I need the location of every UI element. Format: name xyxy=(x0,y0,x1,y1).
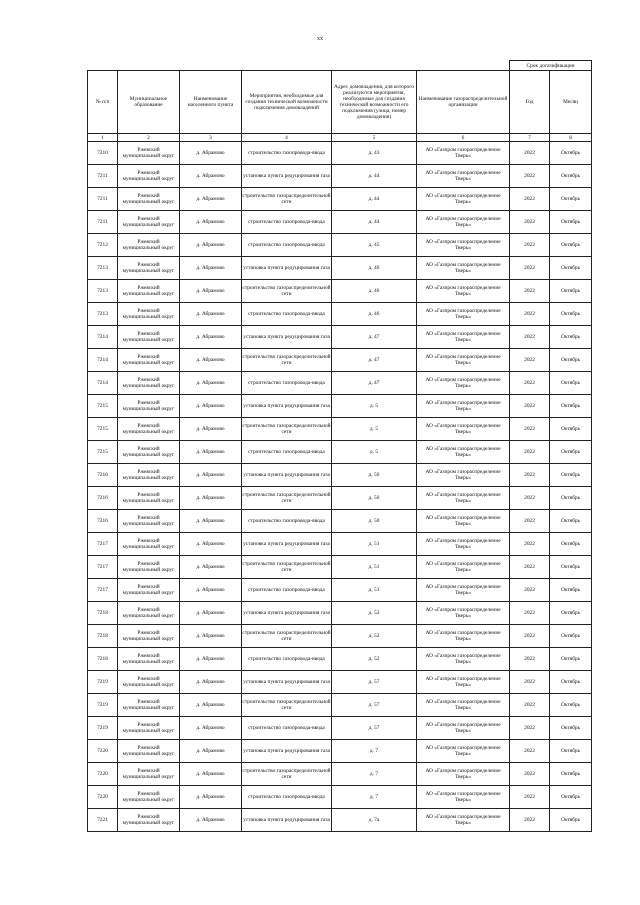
cell-measure: строительство газопровода-ввода xyxy=(242,372,332,395)
cell-month: Октябрь xyxy=(550,188,592,211)
cell-organization: АО «Газпром газораспределение Тверь» xyxy=(417,349,510,372)
cell-month: Октябрь xyxy=(550,326,592,349)
cell-measure: строительство газораспределительной сети xyxy=(242,188,332,211)
cell-measure: установка пункта редуцирования газа xyxy=(242,326,332,349)
cell-organization: АО «Газпром газораспределение Тверь» xyxy=(417,142,510,165)
cell-organization: АО «Газпром газораспределение Тверь» xyxy=(417,763,510,786)
cell-settlement: д. Абрамово xyxy=(180,533,242,556)
cell-measure: установка пункта редуцирования газа xyxy=(242,165,332,188)
cell-number: 7218 xyxy=(88,648,118,671)
cell-month: Октябрь xyxy=(550,349,592,372)
cell-municipality: Ржевский муниципальный округ xyxy=(118,349,180,372)
cell-month: Октябрь xyxy=(550,280,592,303)
cell-number: 7213 xyxy=(88,280,118,303)
cell-measure: установка пункта редуцирования газа xyxy=(242,602,332,625)
cell-address: д. 57 xyxy=(332,671,417,694)
cell-number: 7217 xyxy=(88,579,118,602)
cell-measure: установка пункта редуцирования газа xyxy=(242,671,332,694)
cell-month: Октябрь xyxy=(550,648,592,671)
column-number: 4 xyxy=(242,134,332,142)
cell-month: Октябрь xyxy=(550,625,592,648)
cell-address: д. 52 xyxy=(332,602,417,625)
cell-address: д. 43 xyxy=(332,142,417,165)
cell-month: Октябрь xyxy=(550,694,592,717)
cell-address: д. 52 xyxy=(332,648,417,671)
cell-number: 7214 xyxy=(88,349,118,372)
cell-municipality: Ржевский муниципальный округ xyxy=(118,533,180,556)
cell-year: 2022 xyxy=(510,694,550,717)
cell-month: Октябрь xyxy=(550,510,592,533)
cell-month: Октябрь xyxy=(550,418,592,441)
cell-year: 2022 xyxy=(510,579,550,602)
table-row xyxy=(88,694,592,717)
cell-measure: строительство газопровода-ввода xyxy=(242,303,332,326)
cell-month: Октябрь xyxy=(550,441,592,464)
cell-month: Октябрь xyxy=(550,671,592,694)
cell-organization: АО «Газпром газораспределение Тверь» xyxy=(417,441,510,464)
cell-month: Октябрь xyxy=(550,602,592,625)
cell-year: 2022 xyxy=(510,211,550,234)
cell-municipality: Ржевский муниципальный округ xyxy=(118,786,180,809)
cell-settlement: д. Абрамово xyxy=(180,763,242,786)
table-row xyxy=(88,763,592,786)
cell-settlement: д. Абрамово xyxy=(180,142,242,165)
cell-address: д. 47 xyxy=(332,326,417,349)
cell-address: д. 45 xyxy=(332,234,417,257)
cell-address: д. 44 xyxy=(332,211,417,234)
table-row xyxy=(88,533,592,556)
cell-month: Октябрь xyxy=(550,234,592,257)
cell-organization: АО «Газпром газораспределение Тверь» xyxy=(417,211,510,234)
cell-year: 2022 xyxy=(510,303,550,326)
cell-organization: АО «Газпром газораспределение Тверь» xyxy=(417,533,510,556)
cell-municipality: Ржевский муниципальный округ xyxy=(118,165,180,188)
cell-year: 2022 xyxy=(510,786,550,809)
cell-number: 7211 xyxy=(88,165,118,188)
cell-organization: АО «Газпром газораспределение Тверь» xyxy=(417,671,510,694)
cell-settlement: д. Абрамово xyxy=(180,648,242,671)
cell-organization: АО «Газпром газораспределение Тверь» xyxy=(417,740,510,763)
cell-organization: АО «Газпром газораспределение Тверь» xyxy=(417,395,510,418)
cell-month: Октябрь xyxy=(550,763,592,786)
column-number: 7 xyxy=(510,134,550,142)
cell-number: 7220 xyxy=(88,763,118,786)
cell-year: 2022 xyxy=(510,142,550,165)
cell-settlement: д. Абрамово xyxy=(180,740,242,763)
cell-year: 2022 xyxy=(510,809,550,832)
cell-organization: АО «Газпром газораспределение Тверь» xyxy=(417,648,510,671)
cell-settlement: д. Абрамово xyxy=(180,717,242,740)
cell-settlement: д. Абрамово xyxy=(180,786,242,809)
cell-address: д. 57 xyxy=(332,717,417,740)
cell-measure: строительство газораспределительной сети xyxy=(242,349,332,372)
cell-organization: АО «Газпром газораспределение Тверь» xyxy=(417,372,510,395)
cell-number: 7211 xyxy=(88,188,118,211)
cell-measure: строительство газораспределительной сети xyxy=(242,625,332,648)
cell-municipality: Ржевский муниципальный округ xyxy=(118,142,180,165)
cell-number: 7215 xyxy=(88,395,118,418)
cell-month: Октябрь xyxy=(550,809,592,832)
cell-year: 2022 xyxy=(510,349,550,372)
cell-settlement: д. Абрамово xyxy=(180,395,242,418)
header-place: Наименование населенного пункта xyxy=(180,71,242,134)
cell-municipality: Ржевский муниципальный округ xyxy=(118,694,180,717)
table-row xyxy=(88,740,592,763)
table-body xyxy=(88,142,592,832)
cell-organization: АО «Газпром газораспределение Тверь» xyxy=(417,418,510,441)
cell-settlement: д. Абрамово xyxy=(180,510,242,533)
cell-settlement: д. Абрамово xyxy=(180,418,242,441)
cell-municipality: Ржевский муниципальный округ xyxy=(118,579,180,602)
cell-municipality: Ржевский муниципальный округ xyxy=(118,303,180,326)
cell-settlement: д. Абрамово xyxy=(180,556,242,579)
cell-address: д. 51 xyxy=(332,579,417,602)
column-number: 6 xyxy=(417,134,510,142)
cell-year: 2022 xyxy=(510,602,550,625)
cell-municipality: Ржевский муниципальный округ xyxy=(118,740,180,763)
cell-measure: строительство газопровода-ввода xyxy=(242,786,332,809)
cell-address: д. 5 xyxy=(332,418,417,441)
cell-measure: строительство газопровода-ввода xyxy=(242,648,332,671)
header-term: Срок догазификации xyxy=(510,61,592,71)
cell-address: д. 50 xyxy=(332,487,417,510)
cell-address: д. 50 xyxy=(332,464,417,487)
table-row xyxy=(88,579,592,602)
cell-organization: АО «Газпром газораспределение Тверь» xyxy=(417,809,510,832)
cell-organization: АО «Газпром газораспределение Тверь» xyxy=(417,464,510,487)
cell-municipality: Ржевский муниципальный округ xyxy=(118,395,180,418)
cell-month: Октябрь xyxy=(550,740,592,763)
table-row xyxy=(88,372,592,395)
cell-organization: АО «Газпром газораспределение Тверь» xyxy=(417,188,510,211)
cell-settlement: д. Абрамово xyxy=(180,579,242,602)
cell-settlement: д. Абрамово xyxy=(180,441,242,464)
cell-municipality: Ржевский муниципальный округ xyxy=(118,234,180,257)
cell-measure: строительство газопровода-ввода xyxy=(242,441,332,464)
cell-measure: строительство газораспределительной сети xyxy=(242,418,332,441)
cell-number: 7213 xyxy=(88,303,118,326)
cell-settlement: д. Абрамово xyxy=(180,809,242,832)
cell-organization: АО «Газпром газораспределение Тверь» xyxy=(417,510,510,533)
cell-month: Октябрь xyxy=(550,165,592,188)
table-row xyxy=(88,257,592,280)
header-area: Муниципальное образование xyxy=(118,71,180,134)
cell-number: 7211 xyxy=(88,211,118,234)
cell-year: 2022 xyxy=(510,326,550,349)
cell-organization: АО «Газпром газораспределение Тверь» xyxy=(417,257,510,280)
cell-organization: АО «Газпром газораспределение Тверь» xyxy=(417,694,510,717)
cell-measure: установка пункта редуцирования газа xyxy=(242,257,332,280)
cell-measure: строительство газопровода-ввода xyxy=(242,211,332,234)
cell-year: 2022 xyxy=(510,395,550,418)
cell-year: 2022 xyxy=(510,625,550,648)
cell-number: 7210 xyxy=(88,142,118,165)
cell-municipality: Ржевский муниципальный округ xyxy=(118,510,180,533)
table-row xyxy=(88,280,592,303)
cell-organization: АО «Газпром газораспределение Тверь» xyxy=(417,234,510,257)
cell-measure: строительство газопровода-ввода xyxy=(242,579,332,602)
cell-year: 2022 xyxy=(510,441,550,464)
cell-month: Октябрь xyxy=(550,464,592,487)
cell-month: Октябрь xyxy=(550,533,592,556)
cell-organization: АО «Газпром газораспределение Тверь» xyxy=(417,487,510,510)
cell-year: 2022 xyxy=(510,510,550,533)
header-num: № п/п xyxy=(88,71,118,134)
cell-number: 7216 xyxy=(88,464,118,487)
cell-number: 7218 xyxy=(88,625,118,648)
cell-municipality: Ржевский муниципальный округ xyxy=(118,648,180,671)
column-number: 5 xyxy=(332,134,417,142)
cell-year: 2022 xyxy=(510,533,550,556)
cell-organization: АО «Газпром газораспределение Тверь» xyxy=(417,165,510,188)
cell-number: 7219 xyxy=(88,717,118,740)
cell-year: 2022 xyxy=(510,556,550,579)
cell-number: 7219 xyxy=(88,671,118,694)
table-row xyxy=(88,671,592,694)
header-event: Мероприятия, необходимые для создания технической возможности подключения домовладений xyxy=(242,71,332,134)
column-number: 1 xyxy=(88,134,118,142)
cell-address: д. 57 xyxy=(332,694,417,717)
cell-measure: установка пункта редуцирования газа xyxy=(242,533,332,556)
cell-settlement: д. Абрамово xyxy=(180,326,242,349)
cell-number: 7220 xyxy=(88,786,118,809)
table-row xyxy=(88,303,592,326)
table-row xyxy=(88,556,592,579)
cell-measure: строительство газопровода-ввода xyxy=(242,510,332,533)
cell-number: 7216 xyxy=(88,510,118,533)
cell-number: 7220 xyxy=(88,740,118,763)
cell-organization: АО «Газпром газораспределение Тверь» xyxy=(417,602,510,625)
cell-month: Октябрь xyxy=(550,257,592,280)
cell-municipality: Ржевский муниципальный округ xyxy=(118,372,180,395)
header-year: Год xyxy=(510,71,550,134)
cell-measure: строительство газораспределительной сети xyxy=(242,763,332,786)
cell-address: д. 51 xyxy=(332,556,417,579)
cell-year: 2022 xyxy=(510,487,550,510)
cell-number: 7213 xyxy=(88,257,118,280)
table-row xyxy=(88,418,592,441)
cell-month: Октябрь xyxy=(550,211,592,234)
cell-organization: АО «Газпром газораспределение Тверь» xyxy=(417,303,510,326)
cell-address: д. 5 xyxy=(332,395,417,418)
cell-settlement: д. Абрамово xyxy=(180,303,242,326)
cell-measure: строительство газопровода-ввода xyxy=(242,142,332,165)
cell-month: Октябрь xyxy=(550,372,592,395)
cell-address: д. 46 xyxy=(332,303,417,326)
cell-year: 2022 xyxy=(510,165,550,188)
cell-number: 7215 xyxy=(88,418,118,441)
cell-number: 7212 xyxy=(88,234,118,257)
cell-month: Октябрь xyxy=(550,786,592,809)
cell-municipality: Ржевский муниципальный округ xyxy=(118,602,180,625)
table-row xyxy=(88,717,592,740)
header-spacer xyxy=(88,61,510,71)
cell-address: д. 46 xyxy=(332,280,417,303)
cell-number: 7216 xyxy=(88,487,118,510)
column-number: 3 xyxy=(180,134,242,142)
cell-year: 2022 xyxy=(510,418,550,441)
column-number: 8 xyxy=(550,134,592,142)
cell-organization: АО «Газпром газораспределение Тверь» xyxy=(417,786,510,809)
cell-measure: установка пункта редуцирования газа xyxy=(242,809,332,832)
cell-address: д. 7 xyxy=(332,763,417,786)
cell-address: д. 47 xyxy=(332,372,417,395)
table-row xyxy=(88,602,592,625)
table-row xyxy=(88,648,592,671)
cell-address: д. 47 xyxy=(332,349,417,372)
cell-municipality: Ржевский муниципальный округ xyxy=(118,211,180,234)
table-row xyxy=(88,165,592,188)
cell-measure: установка пункта редуцирования газа xyxy=(242,395,332,418)
table-row xyxy=(88,464,592,487)
cell-year: 2022 xyxy=(510,188,550,211)
cell-municipality: Ржевский муниципальный округ xyxy=(118,809,180,832)
cell-settlement: д. Абрамово xyxy=(180,211,242,234)
cell-measure: установка пункта редуцирования газа xyxy=(242,464,332,487)
cell-measure: установка пункта редуцирования газа xyxy=(242,740,332,763)
cell-municipality: Ржевский муниципальный округ xyxy=(118,717,180,740)
table-row xyxy=(88,142,592,165)
cell-address: д. 7а xyxy=(332,809,417,832)
column-numbers-row xyxy=(88,134,592,142)
cell-organization: АО «Газпром газораспределение Тверь» xyxy=(417,579,510,602)
table-row xyxy=(88,441,592,464)
cell-number: 7218 xyxy=(88,602,118,625)
header-month: Месяц xyxy=(550,71,592,134)
column-number: 2 xyxy=(118,134,180,142)
cell-year: 2022 xyxy=(510,464,550,487)
cell-settlement: д. Абрамово xyxy=(180,671,242,694)
cell-month: Октябрь xyxy=(550,142,592,165)
cell-municipality: Ржевский муниципальный округ xyxy=(118,257,180,280)
cell-year: 2022 xyxy=(510,740,550,763)
cell-year: 2022 xyxy=(510,763,550,786)
cell-month: Октябрь xyxy=(550,395,592,418)
cell-address: д. 7 xyxy=(332,740,417,763)
cell-measure: строительство газопровода-ввода xyxy=(242,717,332,740)
cell-municipality: Ржевский муниципальный округ xyxy=(118,418,180,441)
cell-municipality: Ржевский муниципальный округ xyxy=(118,556,180,579)
cell-address: д. 52 xyxy=(332,625,417,648)
cell-address: д. 7 xyxy=(332,786,417,809)
cell-settlement: д. Абрамово xyxy=(180,602,242,625)
cell-organization: АО «Газпром газораспределение Тверь» xyxy=(417,556,510,579)
cell-year: 2022 xyxy=(510,280,550,303)
cell-settlement: д. Абрамово xyxy=(180,625,242,648)
cell-number: 7219 xyxy=(88,694,118,717)
cell-settlement: д. Абрамово xyxy=(180,280,242,303)
cell-municipality: Ржевский муниципальный округ xyxy=(118,763,180,786)
cell-number: 7215 xyxy=(88,441,118,464)
table-row xyxy=(88,188,592,211)
cell-municipality: Ржевский муниципальный округ xyxy=(118,326,180,349)
cell-organization: АО «Газпром газораспределение Тверь» xyxy=(417,326,510,349)
table-row xyxy=(88,510,592,533)
table-row xyxy=(88,349,592,372)
cell-number: 7217 xyxy=(88,556,118,579)
page-number: xx xyxy=(317,36,323,42)
cell-municipality: Ржевский муниципальный округ xyxy=(118,464,180,487)
cell-organization: АО «Газпром газораспределение Тверь» xyxy=(417,625,510,648)
cell-month: Октябрь xyxy=(550,556,592,579)
cell-settlement: д. Абрамово xyxy=(180,188,242,211)
cell-number: 7217 xyxy=(88,533,118,556)
cell-municipality: Ржевский муниципальный округ xyxy=(118,280,180,303)
cell-measure: строительство газораспределительной сети xyxy=(242,556,332,579)
cell-municipality: Ржевский муниципальный округ xyxy=(118,671,180,694)
cell-settlement: д. Абрамово xyxy=(180,349,242,372)
cell-settlement: д. Абрамово xyxy=(180,694,242,717)
cell-measure: строительство газопровода-ввода xyxy=(242,234,332,257)
cell-address: д. 5 xyxy=(332,441,417,464)
cell-address: д. 51 xyxy=(332,533,417,556)
table-row xyxy=(88,234,592,257)
cell-settlement: д. Абрамово xyxy=(180,234,242,257)
cell-address: д. 46 xyxy=(332,257,417,280)
cell-year: 2022 xyxy=(510,372,550,395)
cell-measure: строительство газораспределительной сети xyxy=(242,487,332,510)
gasification-table xyxy=(87,60,592,832)
cell-organization: АО «Газпром газораспределение Тверь» xyxy=(417,717,510,740)
cell-year: 2022 xyxy=(510,257,550,280)
cell-settlement: д. Абрамово xyxy=(180,165,242,188)
cell-measure: строительство газораспределительной сети xyxy=(242,280,332,303)
cell-settlement: д. Абрамово xyxy=(180,372,242,395)
cell-year: 2022 xyxy=(510,717,550,740)
cell-address: д. 44 xyxy=(332,188,417,211)
cell-month: Октябрь xyxy=(550,717,592,740)
cell-number: 7214 xyxy=(88,326,118,349)
cell-year: 2022 xyxy=(510,648,550,671)
table-row xyxy=(88,487,592,510)
cell-year: 2022 xyxy=(510,671,550,694)
cell-month: Октябрь xyxy=(550,303,592,326)
table-row xyxy=(88,395,592,418)
cell-municipality: Ржевский муниципальный округ xyxy=(118,441,180,464)
table-row xyxy=(88,786,592,809)
cell-number: 7214 xyxy=(88,372,118,395)
cell-municipality: Ржевский муниципальный округ xyxy=(118,625,180,648)
cell-address: д. 44 xyxy=(332,165,417,188)
cell-month: Октябрь xyxy=(550,487,592,510)
cell-settlement: д. Абрамово xyxy=(180,257,242,280)
cell-year: 2022 xyxy=(510,234,550,257)
cell-measure: строительство газораспределительной сети xyxy=(242,694,332,717)
cell-address: д. 50 xyxy=(332,510,417,533)
cell-municipality: Ржевский муниципальный округ xyxy=(118,487,180,510)
table-row xyxy=(88,326,592,349)
cell-organization: АО «Газпром газораспределение Тверь» xyxy=(417,280,510,303)
header-org: Наименование газораспределительной организации xyxy=(417,71,510,134)
cell-settlement: д. Абрамово xyxy=(180,464,242,487)
cell-settlement: д. Абрамово xyxy=(180,487,242,510)
table-row xyxy=(88,625,592,648)
header-address: Адрес домовладения, для которого реализуются мероприятия, необходимые для создания технической возможности его подключения (улица, номер домовладения) xyxy=(332,71,417,134)
cell-municipality: Ржевский муниципальный округ xyxy=(118,188,180,211)
cell-number: 7221 xyxy=(88,809,118,832)
cell-month: Октябрь xyxy=(550,579,592,602)
table-row xyxy=(88,809,592,832)
table-row xyxy=(88,211,592,234)
